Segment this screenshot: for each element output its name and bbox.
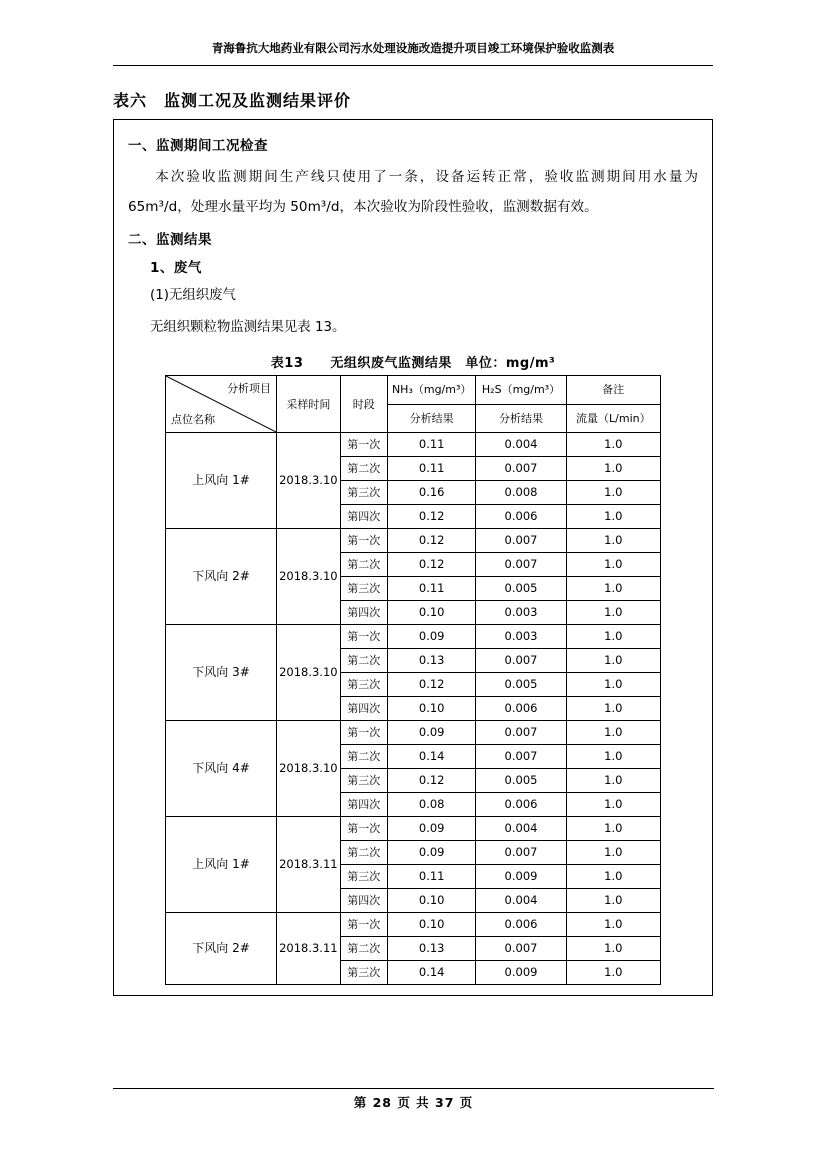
cell-nh3: 0.09 (387, 841, 475, 865)
cell-flow: 1.0 (566, 889, 660, 913)
cell-nh3: 0.09 (387, 625, 475, 649)
cell-nh3: 0.12 (387, 505, 475, 529)
table-row (166, 625, 661, 649)
cell-flow: 1.0 (566, 745, 660, 769)
cell-period: 第二次 (340, 553, 387, 577)
cell-nh3: 0.13 (387, 649, 475, 673)
cell-nh3: 0.13 (387, 937, 475, 961)
cell-flow: 1.0 (566, 817, 660, 841)
header-divider (113, 65, 713, 66)
cell-period: 第一次 (340, 913, 387, 937)
cell-period: 第二次 (340, 937, 387, 961)
cell-site: 上风向 1# (166, 817, 277, 913)
cell-nh3: 0.12 (387, 553, 475, 577)
cell-flow: 1.0 (566, 961, 660, 985)
cell-h2s: 0.006 (476, 793, 566, 817)
content-frame (113, 119, 713, 996)
cell-nh3: 0.14 (387, 961, 475, 985)
cell-date: 2018.3.10 (277, 625, 341, 721)
cell-h2s: 0.009 (476, 865, 566, 889)
cell-nh3: 0.11 (387, 577, 475, 601)
heading-waste-gas: 1、废气 (150, 260, 202, 276)
heading-monitoring-results: 二、监测结果 (128, 232, 212, 248)
cell-period: 第三次 (340, 673, 387, 697)
cell-period: 第二次 (340, 457, 387, 481)
table-corner-cell (166, 376, 277, 433)
cell-flow: 1.0 (566, 649, 660, 673)
cell-site: 下风向 2# (166, 913, 277, 985)
cell-h2s: 0.005 (476, 673, 566, 697)
paragraph-working-condition: 本次验收监测期间生产线只使用了一条，设备运转正常，验收监测期间用水量为 65m³/d，处理水量平均为 50m³/d，本次验收为阶段性验收，监测数据有效。 (128, 169, 698, 215)
cell-nh3: 0.11 (387, 457, 475, 481)
cell-nh3: 0.08 (387, 793, 475, 817)
cell-nh3: 0.12 (387, 673, 475, 697)
cell-nh3: 0.10 (387, 913, 475, 937)
cell-flow: 1.0 (566, 601, 660, 625)
cell-flow: 1.0 (566, 865, 660, 889)
cell-nh3: 0.16 (387, 481, 475, 505)
cell-period: 第一次 (340, 817, 387, 841)
cell-h2s: 0.007 (476, 457, 566, 481)
cell-period: 第三次 (340, 769, 387, 793)
cell-h2s: 0.005 (476, 769, 566, 793)
corner-label-analysis-item: 分析项目 (227, 382, 272, 395)
cell-h2s: 0.004 (476, 817, 566, 841)
cell-flow: 1.0 (566, 937, 660, 961)
cell-nh3: 0.10 (387, 697, 475, 721)
page-number: 第 28 页 共 37 页 (353, 1095, 474, 1110)
cell-h2s: 0.007 (476, 721, 566, 745)
subheader-h2s-result: 分析结果 (476, 404, 566, 433)
cell-flow: 1.0 (566, 793, 660, 817)
cell-date: 2018.3.10 (277, 433, 341, 529)
cell-period: 第四次 (340, 505, 387, 529)
item-fugitive-gas: (1)无组织废气 (150, 288, 236, 303)
cell-nh3: 0.12 (387, 769, 475, 793)
text-fugitive-particles: 无组织颗粒物监测结果见表 13。 (150, 320, 346, 335)
subheader-flow: 流量（L/min） (566, 404, 660, 433)
document-header: 青海鲁抗大地药业有限公司污水处理设施改造提升项目竣工环境保护验收监测表 (211, 41, 615, 55)
cell-period: 第三次 (340, 865, 387, 889)
cell-date: 2018.3.10 (277, 721, 341, 817)
table-row (166, 433, 661, 457)
cell-nh3: 0.14 (387, 745, 475, 769)
cell-flow: 1.0 (566, 553, 660, 577)
cell-h2s: 0.007 (476, 937, 566, 961)
cell-h2s: 0.005 (476, 577, 566, 601)
cell-date: 2018.3.11 (277, 817, 341, 913)
cell-flow: 1.0 (566, 529, 660, 553)
cell-date: 2018.3.10 (277, 529, 341, 625)
cell-site: 下风向 4# (166, 721, 277, 817)
cell-flow: 1.0 (566, 577, 660, 601)
table-row (166, 817, 661, 841)
cell-h2s: 0.006 (476, 913, 566, 937)
cell-nh3: 0.11 (387, 865, 475, 889)
cell-flow: 1.0 (566, 841, 660, 865)
cell-period: 第二次 (340, 649, 387, 673)
cell-period: 第一次 (340, 433, 387, 457)
cell-flow: 1.0 (566, 505, 660, 529)
cell-period: 第一次 (340, 721, 387, 745)
cell-h2s: 0.003 (476, 601, 566, 625)
cell-flow: 1.0 (566, 481, 660, 505)
cell-date: 2018.3.11 (277, 913, 341, 985)
footer-divider (113, 1088, 714, 1089)
cell-flow: 1.0 (566, 673, 660, 697)
cell-h2s: 0.007 (476, 745, 566, 769)
cell-nh3: 0.09 (387, 721, 475, 745)
page-title: 表六 监测工况及监测结果评价 (113, 91, 352, 110)
cell-flow: 1.0 (566, 769, 660, 793)
cell-period: 第四次 (340, 889, 387, 913)
cell-period: 第一次 (340, 625, 387, 649)
cell-period: 第三次 (340, 961, 387, 985)
cell-flow: 1.0 (566, 457, 660, 481)
cell-h2s: 0.007 (476, 529, 566, 553)
cell-flow: 1.0 (566, 721, 660, 745)
heading-working-condition: 一、监测期间工况检查 (128, 138, 268, 154)
cell-period: 第三次 (340, 481, 387, 505)
cell-nh3: 0.11 (387, 433, 475, 457)
cell-h2s: 0.007 (476, 649, 566, 673)
cell-flow: 1.0 (566, 913, 660, 937)
cell-h2s: 0.007 (476, 553, 566, 577)
table-row (166, 913, 661, 937)
cell-nh3: 0.10 (387, 889, 475, 913)
cell-site: 下风向 2# (166, 529, 277, 625)
cell-h2s: 0.009 (476, 961, 566, 985)
table-caption: 表13 无组织废气监测结果 单位：mg/m³ (270, 356, 556, 371)
header-remark: 备注 (566, 376, 660, 405)
header-sample-time: 采样时间 (277, 376, 341, 433)
cell-h2s: 0.004 (476, 433, 566, 457)
cell-flow: 1.0 (566, 433, 660, 457)
cell-site: 下风向 3# (166, 625, 277, 721)
page-content (113, 40, 713, 996)
cell-h2s: 0.008 (476, 481, 566, 505)
cell-h2s: 0.004 (476, 889, 566, 913)
header-nh3: NH₃（mg/m³） (387, 376, 475, 405)
cell-flow: 1.0 (566, 697, 660, 721)
cell-period: 第三次 (340, 577, 387, 601)
table-row (166, 529, 661, 553)
fugitive-gas-table (165, 375, 661, 985)
cell-h2s: 0.006 (476, 697, 566, 721)
cell-site: 上风向 1# (166, 433, 277, 529)
cell-period: 第一次 (340, 529, 387, 553)
cell-h2s: 0.003 (476, 625, 566, 649)
cell-period: 第四次 (340, 697, 387, 721)
corner-label-site-name: 点位名称 (171, 413, 215, 426)
cell-period: 第四次 (340, 601, 387, 625)
table-row (166, 721, 661, 745)
table-header-row (166, 376, 661, 405)
cell-period: 第二次 (340, 745, 387, 769)
cell-flow: 1.0 (566, 625, 660, 649)
cell-period: 第二次 (340, 841, 387, 865)
header-h2s: H₂S（mg/m³） (476, 376, 566, 405)
header-period: 时段 (340, 376, 387, 433)
cell-nh3: 0.12 (387, 529, 475, 553)
page-footer (113, 1088, 714, 1111)
cell-h2s: 0.006 (476, 505, 566, 529)
cell-nh3: 0.09 (387, 817, 475, 841)
cell-period: 第四次 (340, 793, 387, 817)
subheader-nh3-result: 分析结果 (387, 404, 475, 433)
cell-h2s: 0.007 (476, 841, 566, 865)
cell-nh3: 0.10 (387, 601, 475, 625)
